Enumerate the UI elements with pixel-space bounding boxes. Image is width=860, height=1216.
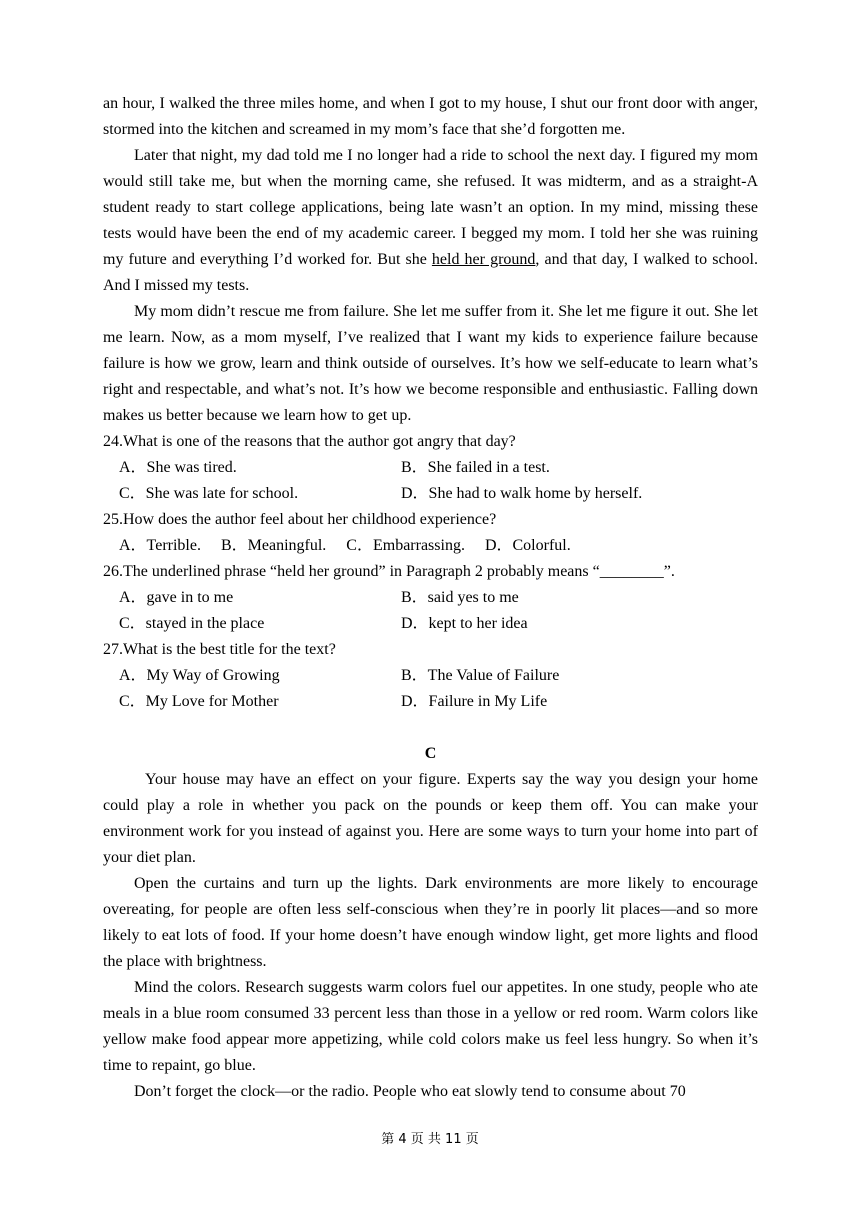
question-24-stem: 24.What is one of the reasons that the author got angry that day? <box>103 433 516 450</box>
paragraph-2-text-before: Later that night, my dad told me I no longer had a ride to school the next day. I figured my mom would still take me, but when the morning came, she refused. It was midterm, and as a straight-A student ready to start college applications, being late wasn’t an option. In my mind, missing these tests would have been the end of my academic career. I begged my mom. I told her she was ruining my future and everything I’d worked for. But she <box>103 147 758 268</box>
q24-option-a: A．She was tired. <box>119 459 237 476</box>
passage-b-paragraph-1: an hour, I walked the three miles home, and when I got to my house, I shut our front door with anger, stormed into the kitchen and screamed in my mom’s face that she’d forgotten me. <box>103 95 758 138</box>
q24-option-c: C．She was late for school. <box>119 485 299 502</box>
question-26-options <box>103 585 758 637</box>
passage-b-paragraph-3: My mom didn’t rescue me from failure. She let me suffer from it. She let me figure it out. She let me learn. Now, as a mom myself, I’ve realized that I want my kids to experience failure because failure is how we grow, learn and think outside of ourselves. It’s how we self-educate to learn what’s right and respectable, and what’s not. It’s how we become responsible and enthusiastic. Falling down makes us better because we learn how to get up. <box>103 303 758 424</box>
q25-option-d: D．Colorful. <box>484 537 571 554</box>
q24-option-b: B．She failed in a test. <box>401 459 550 476</box>
q26-option-a: A．gave in to me <box>119 589 234 606</box>
q26-option-c: C．stayed in the place <box>119 615 265 632</box>
q25-option-c: C．Embarrassing. <box>346 537 465 554</box>
q25-option-b: B．Meaningful. <box>220 537 327 554</box>
section-c-paragraph-3: Mind the colors. Research suggests warm colors fuel our appetites. In one study, people who ate meals in a blue room consumed 33 percent less than those in a yellow or red room. Warm colors like yellow make food appear more appetizing, while cold colors make us feel less hungry. So when it’s time to repaint, go blue. <box>103 979 758 1074</box>
section-c-heading: C <box>424 745 437 762</box>
q26-option-d: D．kept to her idea <box>401 615 528 632</box>
section-c-paragraph-1: Your house may have an effect on your figure. Experts say the way you design your home could play a role in whether you pack on the pounds or keep them off. You can make your environment work for you instead of against you. Here are some ways to turn your home into part of your diet plan. <box>103 771 758 866</box>
question-26-stem: 26.The underlined phrase “held her ground” in Paragraph 2 probably means “________”. <box>103 563 675 580</box>
question-25-stem: 25.How does the author feel about her childhood experience? <box>103 511 497 528</box>
q27-option-a: A．My Way of Growing <box>119 667 280 684</box>
section-c-paragraph-2: Open the curtains and turn up the lights. Dark environments are more likely to encourage overeating, for people are often less self-conscious when they’re in poorly lit places—and so more likely to eat lots of food. If your home doesn’t have enough window light, get more lights and flood the place with brightness. <box>103 875 758 970</box>
q27-option-b: B．The Value of Failure <box>401 667 560 684</box>
question-27-stem: 27.What is the best title for the text? <box>103 641 336 658</box>
q24-option-d: D．She had to walk home by herself. <box>401 485 643 502</box>
q27-option-c: C．My Love for Mother <box>119 693 279 710</box>
page-footer: 第 4 页 共 11 页 <box>381 1132 479 1147</box>
question-24-options <box>103 455 758 507</box>
text-column <box>103 91 758 1105</box>
question-27-options <box>103 663 758 715</box>
question-25-options <box>103 533 758 559</box>
underlined-phrase: held her ground <box>431 251 536 268</box>
q27-option-d: D．Failure in My Life <box>401 693 548 710</box>
q25-option-a: A．Terrible. <box>119 537 201 554</box>
paragraph-2-text-after: , and that day, I walked to school. And I missed my tests. <box>103 251 758 294</box>
q26-option-b: B．said yes to me <box>401 589 519 606</box>
section-c-paragraph-4: Don’t forget the clock—or the radio. People who eat slowly tend to consume about 70 <box>134 1083 686 1100</box>
passage-b-paragraph-2 <box>103 143 758 299</box>
